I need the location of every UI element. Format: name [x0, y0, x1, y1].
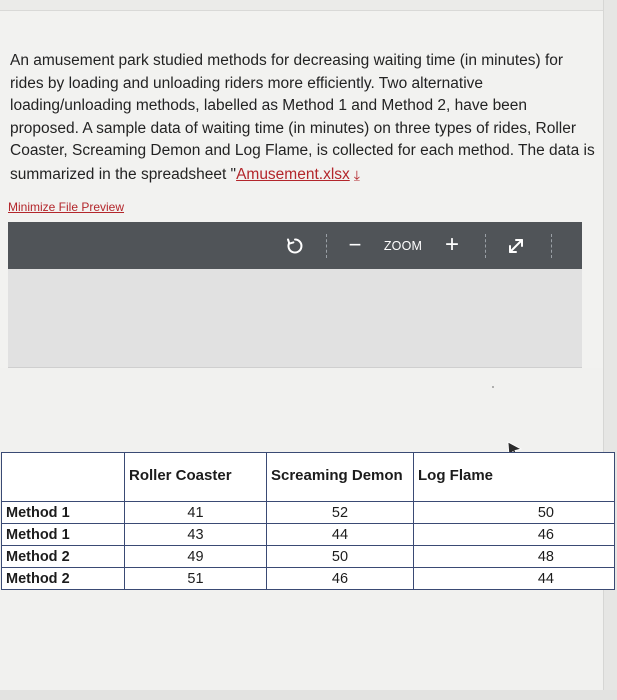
table-cell: 48 [414, 546, 615, 568]
spreadsheet-file-link[interactable]: Amusement.xlsx [236, 165, 350, 183]
expand-icon [506, 236, 526, 256]
toolbar-divider [485, 234, 486, 258]
stray-mark [492, 386, 494, 388]
table-header-cell: Roller Coaster [125, 453, 267, 502]
table-row-label: Method 2 [2, 568, 125, 590]
toolbar-divider [326, 234, 327, 258]
zoom-out-button[interactable]: − [348, 232, 362, 257]
problem-statement [10, 50, 595, 186]
table-row-label: Method 1 [2, 524, 125, 546]
table-cell: 49 [125, 546, 267, 568]
table-row [2, 502, 615, 524]
bottom-edge [0, 690, 617, 700]
table-cell: 43 [125, 524, 267, 546]
table-cell: 50 [414, 502, 615, 524]
table-cell: 44 [414, 568, 615, 590]
zoom-label: ZOOM [383, 239, 423, 253]
rotate-icon [285, 236, 305, 256]
rotate-button[interactable] [283, 234, 307, 258]
table-cell: 51 [125, 568, 267, 590]
table-cell: 41 [125, 502, 267, 524]
table-cell: 52 [267, 502, 414, 524]
toolbar-divider [551, 234, 552, 258]
table-row-label: Method 1 [2, 502, 125, 524]
download-icon[interactable]: ⤓ [353, 166, 360, 183]
table-cell: 46 [267, 568, 414, 590]
table-row [2, 568, 615, 590]
table-row [2, 546, 615, 568]
problem-text-body: An amusement park studied methods for decreasing waiting time (in minutes) for rides by loading and unloading riders more efficiently. Two alternative loading/unloading methods, labelled as Method 1 and Method 2, have been proposed. A sample data of waiting time (in minutes) on three types of rides, Roller Coaster, Screaming Demon and Log Flame, is collected for each method. The data is summarized in the spreadsheet " [10, 52, 595, 183]
minimize-file-preview-link[interactable]: Minimize File Preview [8, 200, 125, 214]
fullscreen-button[interactable] [504, 234, 528, 258]
top-edge [0, 0, 603, 11]
waiting-time-table [1, 452, 615, 590]
zoom-in-button[interactable]: + [444, 231, 459, 258]
table-header-row [2, 453, 615, 502]
file-preview-toolbar [8, 222, 582, 269]
table-cell: 50 [267, 546, 414, 568]
table-cell: 44 [267, 524, 414, 546]
table-header-cell: Log Flame [414, 453, 615, 502]
table-row-label: Method 2 [2, 546, 125, 568]
table-header-cell: Screaming Demon [267, 453, 414, 502]
table-cell: 46 [414, 524, 615, 546]
table-header-cell [2, 453, 125, 502]
file-preview-area[interactable] [8, 269, 582, 368]
table-row [2, 524, 615, 546]
